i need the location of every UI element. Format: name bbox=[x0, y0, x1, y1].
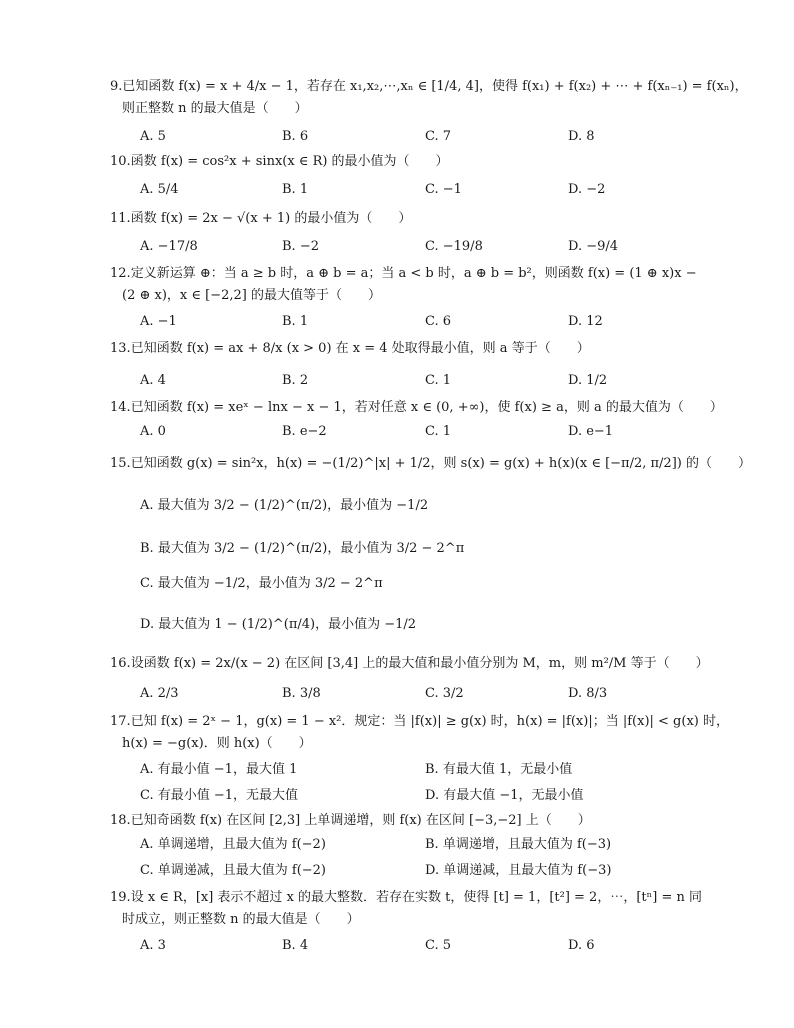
options-row-2 bbox=[110, 785, 710, 805]
options-row bbox=[110, 179, 710, 199]
question-9 bbox=[110, 76, 748, 144]
option-b: B. e−2 bbox=[282, 424, 327, 439]
option-b: B. 单调递增，且最大值为 f(−3) bbox=[425, 837, 612, 852]
question-stem: 15.已知函数 g(x) = sin²x，h(x) = −(1/2)^|x| + 1/2，则 s(x) = g(x) + h(x)(x ∈ [−π/2, π/2]) 的（ ） bbox=[110, 456, 751, 471]
option-c: C. 7 bbox=[425, 129, 452, 144]
question-16 bbox=[110, 653, 710, 701]
option-c: C. 1 bbox=[425, 373, 452, 388]
options-row bbox=[110, 683, 710, 703]
options-row-2 bbox=[110, 860, 710, 880]
option-a: A. 4 bbox=[140, 373, 166, 388]
question-stem: 14.已知函数 f(x) = xeˣ − lnx − x − 1，若对任意 x ∈ (0, +∞)，使 f(x) ≥ a，则 a 的最大值为（ ） bbox=[110, 400, 723, 415]
options-row bbox=[110, 236, 710, 256]
option-c: C. 6 bbox=[425, 314, 452, 329]
options-row bbox=[110, 421, 710, 441]
option-a: A. 单调递增，且最大值为 f(−2) bbox=[140, 837, 326, 852]
question-stem-continued: h(x) = −g(x)．则 h(x)（ ） bbox=[122, 736, 312, 751]
option-c: C. 5 bbox=[425, 938, 452, 953]
question-14 bbox=[110, 397, 723, 439]
option-a: A. 2/3 bbox=[140, 686, 179, 701]
option-d: D. −9/4 bbox=[568, 239, 619, 254]
option-a: A. −17/8 bbox=[140, 239, 198, 254]
option-a: A. 3 bbox=[140, 938, 166, 953]
question-stem: 16.设函数 f(x) = 2x/(x − 2) 在区间 [3,4] 上的最大值和最小值分别为 M，m，则 m²/M 等于（ ） bbox=[110, 656, 709, 671]
options-row bbox=[110, 311, 710, 331]
question-stem: 19.设 x ∈ R，[x] 表示不超过 x 的最大整数．若存在实数 t，使得 [t] = 1，[t²] = 2，⋯，[tⁿ] = n 同 bbox=[110, 890, 702, 905]
option-d: D. 6 bbox=[568, 938, 595, 953]
option-b: B. 1 bbox=[282, 182, 309, 197]
option-c: C. 有最小值 −1，无最大值 bbox=[140, 788, 299, 803]
question-stem-continued: 则正整数 n 的最大值是（ ） bbox=[122, 101, 308, 116]
question-stem: 10.函数 f(x) = cos²x + sinx(x ∈ R) 的最小值为（ ） bbox=[110, 154, 449, 169]
option-a: A. 5 bbox=[140, 129, 166, 144]
options-row bbox=[110, 370, 710, 390]
question-stem: 17.已知 f(x) = 2ˣ − 1，g(x) = 1 − x²．规定：当 |f(x)| ≥ g(x) 时，h(x) = |f(x)|；当 |f(x)| < g(x) 时， bbox=[110, 714, 729, 729]
option-b: B. 4 bbox=[282, 938, 309, 953]
option-b: B. 最大值为 3/2 − (1/2)^(π/2)，最小值为 3/2 − 2^π bbox=[140, 541, 465, 556]
option-a: A. 最大值为 3/2 − (1/2)^(π/2)，最小值为 −1/2 bbox=[140, 498, 429, 513]
question-12 bbox=[110, 263, 710, 329]
options-row-1 bbox=[110, 834, 710, 854]
option-d: D. 8/3 bbox=[568, 686, 608, 701]
option-b: B. 2 bbox=[282, 373, 309, 388]
question-stem: 9.已知函数 f(x) = x + 4/x − 1，若存在 x₁,x₂,⋯,xₙ ∈ [1/4, 4]，使得 f(x₁) + f(x₂) + ⋯ + f(xₙ₋₁) = f(xₙ)， bbox=[110, 79, 748, 94]
options-row bbox=[110, 126, 710, 146]
question-stem: 18.已知奇函数 f(x) 在区间 [2,3] 上单调递增，则 f(x) 在区间 [−3,−2] 上（ ） bbox=[110, 813, 591, 828]
option-b: B. 有最大值 1，无最小值 bbox=[425, 762, 573, 777]
question-11 bbox=[110, 208, 710, 254]
question-stem: 13.已知函数 f(x) = ax + 8/x (x > 0) 在 x = 4 处取得最小值，则 a 等于（ ） bbox=[110, 341, 590, 356]
question-17 bbox=[110, 711, 729, 803]
option-b: B. 3/8 bbox=[282, 686, 321, 701]
option-d: D. 最大值为 1 − (1/2)^(π/4)，最小值为 −1/2 bbox=[140, 617, 417, 632]
option-b: B. 6 bbox=[282, 129, 309, 144]
option-a: A. 有最小值 −1，最大值 1 bbox=[140, 762, 298, 777]
option-b: B. 1 bbox=[282, 314, 309, 329]
option-b: B. −2 bbox=[282, 239, 319, 254]
question-15 bbox=[110, 453, 751, 632]
options-row bbox=[110, 935, 710, 955]
option-a: A. 5/4 bbox=[140, 182, 179, 197]
option-d: D. 有最大值 −1，无最小值 bbox=[425, 788, 584, 803]
question-stem-continued: 时成立，则正整数 n 的最大值是（ ） bbox=[122, 912, 360, 927]
option-d: D. 12 bbox=[568, 314, 603, 329]
question-stem: 11.函数 f(x) = 2x − √(x + 1) 的最小值为（ ） bbox=[110, 211, 412, 226]
option-c: C. 3/2 bbox=[425, 686, 464, 701]
option-d: D. 8 bbox=[568, 129, 595, 144]
options-row-1 bbox=[110, 759, 710, 779]
question-18 bbox=[110, 810, 710, 878]
option-c: C. −19/8 bbox=[425, 239, 483, 254]
option-a: A. 0 bbox=[140, 424, 166, 439]
option-c: C. 单调递减，且最大值为 f(−2) bbox=[140, 863, 326, 878]
option-c: C. 1 bbox=[425, 424, 452, 439]
option-d: D. 单调递减，且最大值为 f(−3) bbox=[425, 863, 612, 878]
question-13 bbox=[110, 338, 710, 388]
option-a: A. −1 bbox=[140, 314, 177, 329]
option-c: C. −1 bbox=[425, 182, 462, 197]
option-c: C. 最大值为 −1/2，最小值为 3/2 − 2^π bbox=[140, 576, 383, 591]
question-stem-continued: (2 ⊕ x)，x ∈ [−2,2] 的最大值等于（ ） bbox=[122, 288, 381, 303]
question-stem: 12.定义新运算 ⊕：当 a ≥ b 时，a ⊕ b = a；当 a < b 时，a ⊕ b = b²，则函数 f(x) = (1 ⊕ x)x − bbox=[110, 266, 697, 281]
question-10 bbox=[110, 151, 710, 197]
option-d: D. −2 bbox=[568, 182, 606, 197]
question-19 bbox=[110, 887, 710, 953]
option-d: D. e−1 bbox=[568, 424, 614, 439]
option-d: D. 1/2 bbox=[568, 373, 608, 388]
